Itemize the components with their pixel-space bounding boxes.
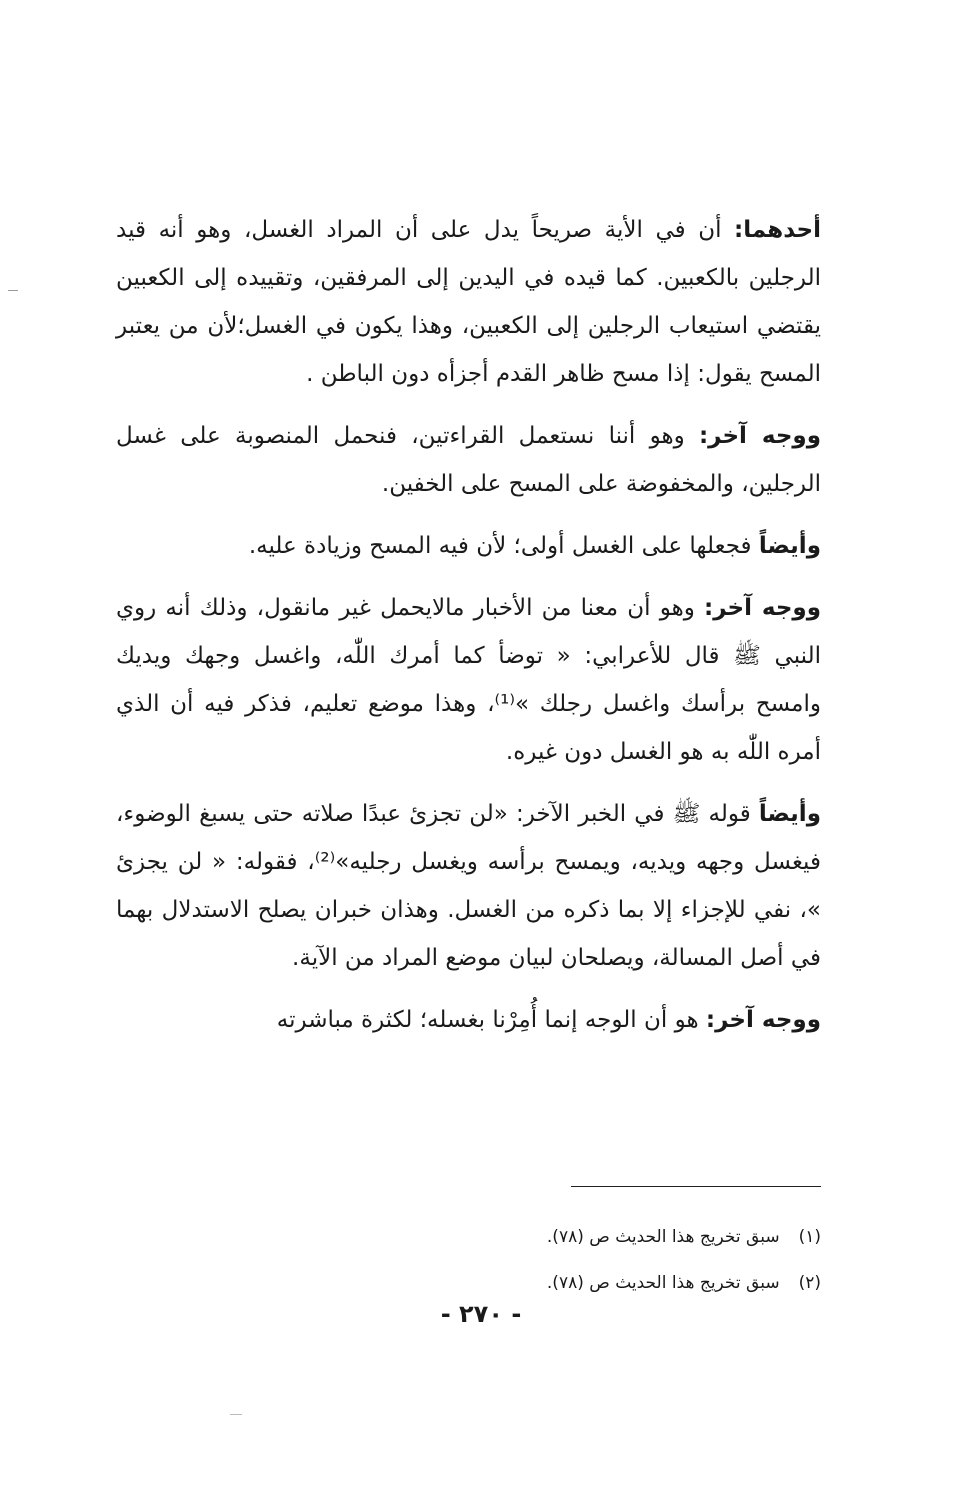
paragraph-text: وهو أننا نستعمل القراءتين، فنحمل المنصوبة على غسل الرجلين، والمخفوضة على المسح على الخفين. (116, 423, 821, 497)
footnote-number: (١) (798, 1227, 821, 1247)
main-text (116, 206, 821, 1058)
footnotes (420, 1214, 821, 1306)
paragraph-5 (116, 790, 821, 982)
margin-mark (8, 290, 18, 291)
paragraph-text: فجعلها على الغسل أولى؛ لأن فيه المسح وزيادة عليه. (248, 533, 759, 559)
paragraph-text: قوله ﷺ في الخبر الآخر: «لن تجزئ عبدًا صلاته حتى يسبغ الوضوء، فيغسل وجهه ويديه، ويمسح برأسه ويغسل رجليه»⁽²⁾، فقوله: « لن يجزئ »، نفي للإجزاء إلا بما ذكره من الغسل. وهذان خبران يصلح الاستدلال بهما في أصل المسالة، ويصلحان لبيان موضع المراد من الآية. (116, 801, 821, 971)
footnote-separator (571, 1186, 821, 1187)
paragraph-text: هو أن الوجه إنما أُمِرْنا بغسله؛ لكثرة مباشرته (276, 1007, 706, 1033)
paragraph-1 (116, 206, 821, 398)
paragraph-text: وهو أن معنا من الأخبار مالايحمل غير مانقول، وذلك أنه روي النبي ﷺ قال للأعرابي: « توضأ كما أمرك اللّٰه، واغسل وجهك ويديك وامسح برأسك واغسل رجلك »⁽¹⁾، وهذا موضع تعليم، فذكر فيه أن الذي أمره اللّٰه به هو الغسل دون غيره. (116, 595, 821, 765)
paragraph-lead: وأيضاً (758, 533, 821, 559)
page-number: - ٢٧٠ - (440, 1300, 522, 1328)
paragraph-lead: ووجه آخر: (705, 1007, 821, 1033)
paragraph-lead: وأيضاً (758, 801, 821, 827)
paragraph-lead: ووجه آخر: (704, 595, 821, 621)
paragraph-lead: أحدهما: (734, 217, 821, 243)
paragraph-4 (116, 584, 821, 776)
paragraph-2 (116, 412, 821, 508)
paragraph-3 (116, 522, 821, 570)
footnote-text: سبق تخريج هذا الحديث ص (٧٨). (546, 1227, 780, 1247)
paragraph-lead: ووجه آخر: (698, 423, 821, 449)
paragraph-text: أن في الأية صريحاً يدل على أن المراد الغسل، وهو أنه قيد الرجلين بالكعبين. كما قيده في اليدين إلى المرفقين، وتقييده إلى الكعبين يقتضي استيعاب الرجلين إلى الكعبين، وهذا يكون في الغسل؛لأن من يعتبر المسح يقول: إذا مسح ظاهر القدم أجزأه دون الباطن . (116, 217, 821, 387)
footnote-number: (٢) (798, 1273, 821, 1293)
margin-mark (230, 1414, 242, 1415)
paragraph-6 (116, 996, 821, 1044)
footnote-1 (420, 1214, 821, 1260)
footnote-text: سبق تخريج هذا الحديث ص (٧٨). (546, 1273, 780, 1293)
